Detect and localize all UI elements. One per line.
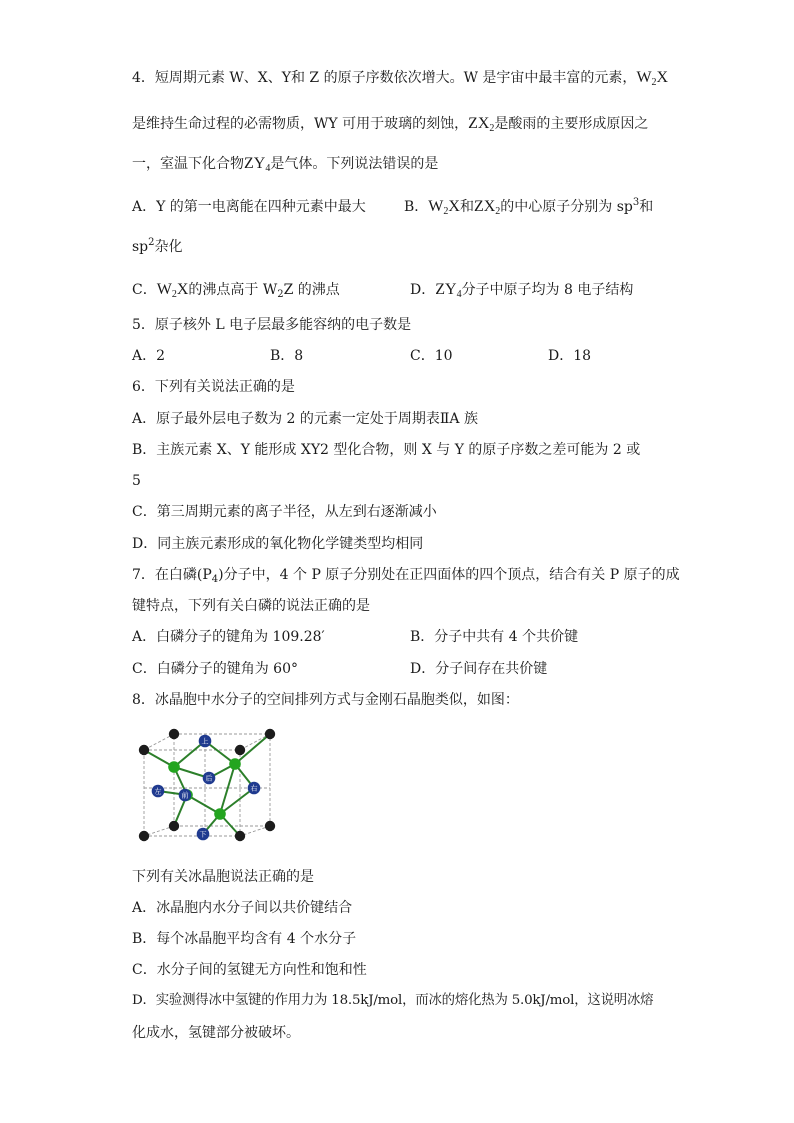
label-left: 左 bbox=[154, 787, 162, 796]
q7-options-cd bbox=[132, 659, 672, 679]
q8-option-c[interactable]: C．水分子间的氢键无方向性和饱和性 bbox=[132, 962, 367, 978]
q7-stem-line-1: 7．在白磷$(P_4)$分子中，4 个 P 原子分别处在正四面体的四个顶点，结合有关 P 原子的成 bbox=[132, 567, 680, 585]
q8-stem: 8．冰晶胞中水分子的空间排列方式与金刚石晶胞类似，如图： bbox=[132, 692, 519, 708]
q4-option-b-cont: $sp^2$杂化 bbox=[132, 237, 183, 255]
q6-stem: 6．下列有关说法正确的是 bbox=[132, 379, 295, 395]
q5-options bbox=[132, 346, 672, 366]
q4-option-d[interactable]: D．$ZY_4$分子中原子均为 8 电子结构 bbox=[410, 281, 634, 300]
q4-option-c[interactable]: C．$W_2X$的沸点高于 $W_2Z$ 的沸点 bbox=[132, 281, 340, 300]
q6-option-d[interactable]: D．同主族元素形成的氧化物化学键类型均相同 bbox=[132, 536, 424, 552]
q4-options-cd bbox=[132, 280, 672, 300]
q7-option-b[interactable]: B．分子中共有 4 个共价键 bbox=[410, 629, 579, 645]
q5-option-a[interactable]: A．2 bbox=[132, 348, 166, 364]
q7-options-ab bbox=[132, 627, 672, 647]
q8-option-d[interactable]: D．实验测得冰中氢键的作用力为 18.5kJ/mol，而冰的熔化热为 5.0kJ/mol，这说明冰熔 bbox=[132, 993, 654, 1008]
q8-option-d-cont: 化成水，氢键部分被破坏。 bbox=[132, 1025, 300, 1041]
label-front: 前 bbox=[181, 791, 189, 800]
label-top: 上 bbox=[201, 737, 209, 746]
q4-option-a[interactable]: A．Y 的第一电离能在四种元素中最大 bbox=[132, 199, 366, 215]
label-right: 右 bbox=[250, 784, 258, 793]
q8-question: 下列有关冰晶胞说法正确的是 bbox=[132, 869, 314, 885]
label-back: 后 bbox=[205, 774, 213, 783]
q6-option-b[interactable]: B．主族元素 X、Y 能形成 XY2 型化合物，则 X 与 Y 的原子序数之差可能为 2 或 bbox=[132, 442, 641, 458]
q4-stem-line-3: 一，室温下化合物$ZY_4$是气体。下列说法错误的是 bbox=[132, 155, 439, 174]
q5-option-b[interactable]: B．8 bbox=[270, 348, 304, 364]
q6-option-c[interactable]: C．第三周期元素的离子半径，从左到右逐渐减小 bbox=[132, 504, 437, 520]
q7-option-a[interactable]: A．白磷分子的键角为 109.28′ bbox=[132, 629, 325, 645]
q5-option-d[interactable]: D．18 bbox=[548, 348, 592, 364]
label-bottom: 下 bbox=[199, 830, 207, 839]
q4-stem-line-1: 4．短周期元素 W、X、Y和 Z 的原子序数依次增大。W 是宇宙中最丰富的元素，$W_2X$ bbox=[132, 69, 669, 88]
q7-option-d[interactable]: D．分子间存在共价键 bbox=[410, 661, 548, 677]
q8-option-b[interactable]: B．每个冰晶胞平均含有 4 个水分子 bbox=[132, 931, 357, 947]
q6-option-b-cont: 5 bbox=[132, 473, 141, 489]
q4-stem-line-2: 是维持生命过程的必需物质，WY 可用于玻璃的刻蚀，$ZX_2$是酸雨的主要形成原因之 bbox=[132, 115, 649, 134]
q4-options-ab bbox=[132, 197, 672, 217]
q4-option-b[interactable]: B．$W_2X$和$ZX_2$的中心原子分别为 $sp^3$和 bbox=[404, 197, 654, 217]
q5-stem: 5．原子核外 L 电子层最多能容纳的电子数是 bbox=[132, 317, 412, 333]
q5-option-c[interactable]: C．10 bbox=[410, 348, 453, 364]
q7-option-c[interactable]: C．白磷分子的键角为 60° bbox=[132, 661, 298, 677]
q7-stem-line-2: 键特点，下列有关白磷的说法正确的是 bbox=[132, 598, 370, 614]
q6-option-a[interactable]: A．原子最外层电子数为 2 的元素一定处于周期表ⅡA 族 bbox=[132, 411, 478, 427]
ice-crystal-cell-figure bbox=[134, 724, 280, 850]
q8-option-a[interactable]: A．冰晶胞内水分子间以共价键结合 bbox=[132, 900, 353, 916]
